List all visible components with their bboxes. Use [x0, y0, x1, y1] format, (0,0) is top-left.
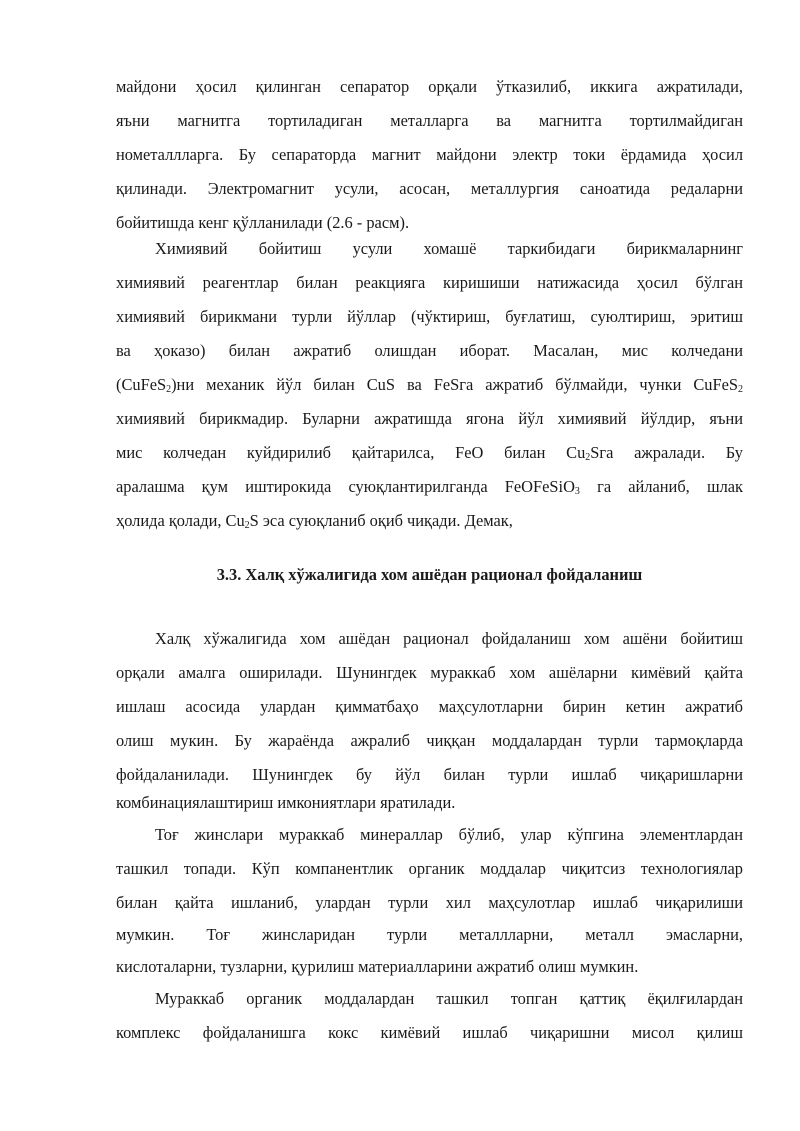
paragraph-2-line-6: химиявий бирикмадир. Буларни ажратишда ягона йўл химиявий йўлдир, яъни: [116, 409, 743, 428]
paragraph-5-line-2: комплекс фойдаланишга кокс кимёвий ишлаб чиқаришни мисол қилиш: [116, 1023, 743, 1042]
text-run: )ни механик йўл билан CuS ва FeSга ажратиб бўлмайди, чунки CuFeS: [171, 375, 738, 394]
paragraph-1-line-2: яъни магнитга тортиладиган металларга ва магнитга тортилмайдиган: [116, 111, 743, 130]
paragraph-4-line-5: кислоталарни, тузларни, қурилиш материалларини ажратиб олиш мумкин.: [116, 957, 639, 976]
text-run: га айланиб, шлак: [579, 477, 743, 496]
subscript: 2: [166, 384, 172, 395]
paragraph-2-line-2: химиявий реагентлар билан реакцияга киришиши натижасида ҳосил бўлган: [116, 273, 743, 292]
paragraph-3-line-6: комбинациялаштириш имкониятлари яратилади.: [116, 793, 456, 812]
paragraph-3-line-3: ишлаш асосида улардан қимматбаҳо маҳсулотларни бирин кетин ажратиб: [116, 697, 743, 716]
paragraph-2-line-5: [116, 368, 743, 402]
paragraph-2-line-9: [116, 504, 743, 538]
paragraph-4-line-3: билан қайта ишланиб, улардан турли хил маҳсулотлар ишлаб чиқарилиши: [116, 893, 743, 912]
section-heading: 3.3. Халқ хўжалигида хом ашёдан рационал фойдаланиш: [216, 565, 643, 584]
paragraph-4-line-2: ташкил топади. Кўп компанентлик органик моддалар чиқитсиз технологиялар: [116, 859, 743, 878]
paragraph-1-line-3: нометаллларга. Бу сепараторда магнит майдони электр токи ёрдамида ҳосил: [116, 145, 743, 164]
paragraph-5-line-1: Мураккаб органик моддалардан ташкил топган қаттиқ ёқилғилардан: [155, 989, 743, 1008]
text-run: мис колчедан куйдирилиб қайтарилса, FeO билан Cu: [116, 443, 586, 462]
paragraph-1-line-1: майдони ҳосил қилинган сепаратор орқали ўтказилиб, иккига ажратилади,: [116, 77, 743, 96]
paragraph-4-line-1: Тоғ жинслари мураккаб минераллар бўлиб, улар кўпгина элементлардан: [155, 825, 743, 844]
text-run: Sга ажралади. Бу: [590, 443, 743, 462]
subscript: 2: [244, 520, 250, 531]
text-run: (CuFeS: [116, 375, 167, 394]
paragraph-1-line-4: қилинади. Электромагнит усули, асосан, металлургия саноатида редаларни: [116, 179, 743, 198]
text-run: ҳолида қолади, Cu: [116, 511, 245, 530]
paragraph-2-line-8: [116, 470, 743, 504]
paragraph-2-line-3: химиявий бирикмани турли йўллар (чўктириш, буғлатиш, суюлтириш, эритиш: [116, 307, 743, 326]
paragraph-3-line-4: олиш мукин. Бу жараёнда ажралиб чиққан моддалардан турли тармоқларда: [116, 731, 743, 750]
paragraph-4-line-4: мумкин. Тоғ жинсларидан турли металлларни, металл эмасларни,: [116, 925, 743, 944]
paragraph-3-line-2: орқали амалга оширилади. Шунингдек мураккаб хом ашёларни кимёвий қайта: [116, 663, 743, 682]
subscript: 3: [574, 486, 580, 497]
paragraph-1-line-5: бойитишда кенг қўлланилади (2.6 - расм).: [116, 213, 410, 232]
paragraph-2-line-1: Химиявий бойитиш усули хомашё таркибидаги бирикмаларнинг: [155, 239, 743, 258]
paragraph-2-line-7: [116, 436, 743, 470]
subscript: 2: [585, 452, 591, 463]
text-run: S эса суюқланиб оқиб чиқади. Демак,: [249, 511, 513, 530]
paragraph-3-line-1: Халқ хўжалигида хом ашёдан рационал фойдаланиш хом ашёни бойитиш: [155, 629, 743, 648]
paragraph-2-line-4: ва ҳоказо) билан ажратиб олишдан иборат. Масалан, мис колчедани: [116, 341, 743, 360]
subscript: 2: [738, 384, 743, 395]
paragraph-3-line-5: фойдаланилади. Шунингдек бу йўл билан турли ишлаб чиқаришларни: [116, 765, 743, 784]
text-run: аралашма қум иштирокида суюқлантирилганда FeOFeSiO: [116, 477, 575, 496]
